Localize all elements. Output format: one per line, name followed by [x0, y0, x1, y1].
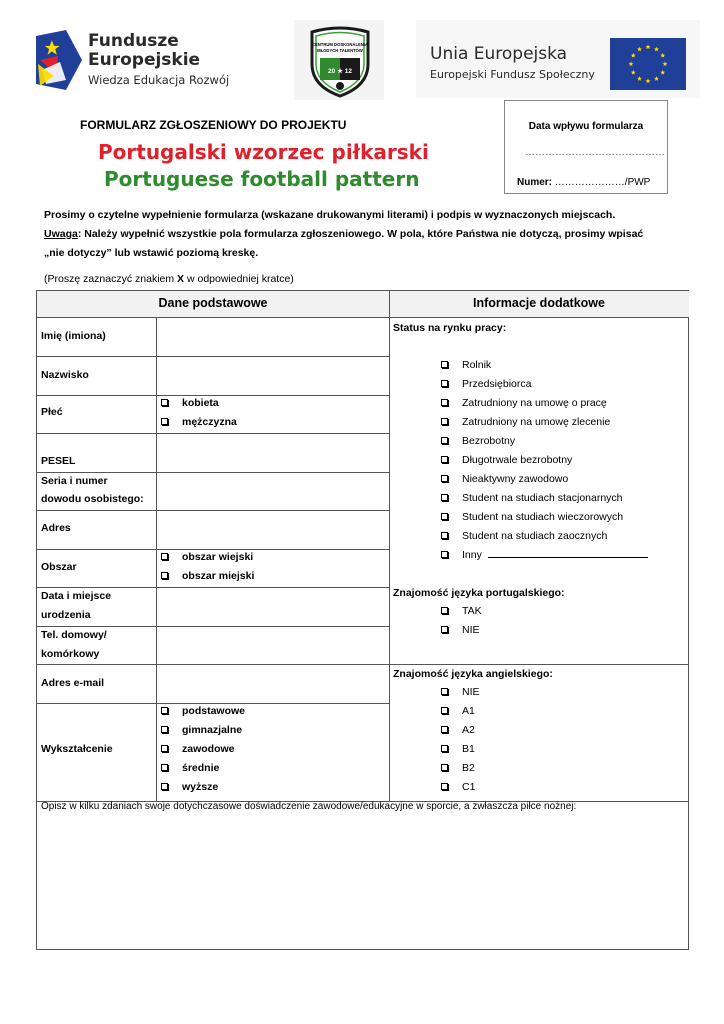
option-status-rolnik[interactable]: Rolnik [441, 356, 491, 375]
option-plec-kobieta[interactable]: kobieta [161, 394, 219, 413]
option-status-wieczorowe[interactable]: Student na studiach wieczorowych [441, 508, 623, 527]
label-seria-2: dowodu osobistego: [41, 493, 144, 505]
label-tel-2: komórkowy [41, 648, 100, 660]
checkbox-icon[interactable] [441, 726, 448, 733]
option-en-a2[interactable]: A2 [441, 721, 475, 740]
project-title-pl: Portugalski wzorzec piłkarski [98, 140, 429, 164]
checkbox-icon[interactable] [161, 399, 168, 406]
label-nazwisko: Nazwisko [41, 369, 89, 381]
checkbox-icon[interactable] [441, 532, 448, 539]
label-imie: Imię (imiona) [41, 330, 106, 342]
option-pt-tak[interactable]: TAK [441, 602, 482, 621]
instruction-note [44, 273, 294, 285]
checkbox-icon[interactable] [161, 418, 168, 425]
option-en-a1[interactable]: A1 [441, 702, 475, 721]
status-label: Status na rynku pracy: [393, 322, 507, 334]
option-wykszt-srednie[interactable]: średnie [161, 759, 219, 778]
experience-label: Opisz w kilku zdaniach swoje dotychczasowe doświadczenie zawodowe/edukacyjne w sporcie, a zwłaszcza piłce nożnej: [41, 801, 577, 812]
checkbox-icon[interactable] [441, 437, 448, 444]
option-wykszt-podstawowe[interactable]: podstawowe [161, 702, 245, 721]
checkbox-icon[interactable] [441, 626, 448, 633]
club-text-2: MŁODYCH TALENTÓW [317, 48, 363, 53]
pesel-input[interactable] [157, 434, 389, 472]
fe-title-1: Fundusze [88, 31, 179, 51]
option-status-bezrobotny[interactable]: Bezrobotny [441, 432, 515, 451]
label-obszar: Obszar [41, 561, 77, 573]
receipt-date-field[interactable]: …………………………………… [525, 147, 665, 158]
checkbox-icon[interactable] [441, 456, 448, 463]
english-label: Znajomość języka angielskiego: [393, 668, 553, 680]
note-suffix: w odpowiedniej kratce) [184, 273, 294, 285]
option-status-nieaktywny[interactable]: Nieaktywny zawodowo [441, 470, 568, 489]
label-pesel: PESEL [41, 455, 76, 467]
checkbox-icon[interactable] [441, 361, 448, 368]
option-obszar-miejski[interactable]: obszar miejski [161, 567, 254, 586]
header-additional-info: Informacje dodatkowe [473, 296, 605, 310]
option-wykszt-zawodowe[interactable]: zawodowe [161, 740, 235, 759]
grid-line [389, 291, 390, 801]
ue-subtitle: Europejski Fundusz Społeczny [430, 68, 595, 81]
fe-star-logo-icon [36, 30, 82, 90]
option-en-c1[interactable]: C1 [441, 778, 475, 797]
club-text-1: CENTRUM DOSKONALENIA [311, 42, 369, 47]
note-prefix: (Proszę zaznaczyć znakiem [44, 273, 178, 285]
registration-table [36, 290, 689, 950]
email-input[interactable] [157, 665, 389, 703]
checkbox-icon[interactable] [441, 494, 448, 501]
phone-input[interactable] [157, 627, 389, 664]
label-data-1: Data i miejsce [41, 590, 112, 602]
portuguese-label: Znajomość języka portugalskiego: [393, 587, 565, 599]
instruction-line-3: „nie dotyczy” lub wstawić poziomą kreskę. [44, 247, 259, 259]
checkbox-icon[interactable] [161, 783, 168, 790]
option-wykszt-gimnazjalne[interactable]: gimnazjalne [161, 721, 242, 740]
label-email: Adres e-mail [41, 677, 105, 689]
option-status-zaoczne[interactable]: Student na studiach zaocznych [441, 527, 607, 546]
receipt-number-value: …………………/PWP [554, 177, 651, 188]
checkbox-icon[interactable] [441, 513, 448, 520]
checkbox-icon[interactable] [441, 707, 448, 714]
header-basic-data: Dane podstawowe [158, 296, 268, 310]
address-input[interactable] [157, 511, 389, 549]
club-year: 20 ★ 12 [328, 68, 352, 75]
option-status-umowa-praca[interactable]: Zatrudniony na umowę o pracę [441, 394, 607, 413]
inny-input-line[interactable] [488, 548, 648, 558]
instruction-line-1: Prosimy o czytelne wypełnienie formularza (wskazane drukowanymi literami) i podpis w wyznaczonych miejscach. [44, 209, 616, 221]
checkbox-icon[interactable] [441, 783, 448, 790]
form-heading: FORMULARZ ZGŁOSZENIOWY DO PROJEKTU [80, 118, 347, 132]
option-pt-nie[interactable]: NIE [441, 621, 480, 640]
receipt-number[interactable] [517, 177, 650, 188]
label-data-2: urodzenia [41, 609, 91, 621]
receipt-number-label: Numer: [517, 177, 553, 188]
note-mark: X [177, 273, 185, 285]
option-status-stacjonarne[interactable]: Student na studiach stacjonarnych [441, 489, 623, 508]
option-plec-mezczyzna[interactable]: mężczyzna [161, 413, 237, 432]
id-number-input[interactable] [157, 473, 389, 510]
checkbox-icon[interactable] [161, 745, 168, 752]
checkbox-icon[interactable] [441, 764, 448, 771]
fe-subtitle: Wiedza Edukacja Rozwój [88, 73, 230, 87]
checkbox-icon[interactable] [441, 380, 448, 387]
receipt-label: Data wpływu formularza [528, 121, 644, 132]
fundusze-europejskie-logo [36, 20, 246, 100]
fe-title-2: Europejskie [88, 50, 201, 70]
option-obszar-wiejski[interactable]: obszar wiejski [161, 548, 253, 567]
checkbox-icon[interactable] [441, 607, 448, 614]
label-tel-1: Tel. domowy/ [41, 629, 107, 641]
option-status-dlugotrwale[interactable]: Długotrwale bezrobotny [441, 451, 572, 470]
birth-input[interactable] [157, 588, 389, 626]
checkbox-icon[interactable] [441, 475, 448, 482]
option-en-b2[interactable]: B2 [441, 759, 475, 778]
checkbox-icon[interactable] [161, 553, 168, 560]
instruction-line-2 [44, 225, 680, 244]
checkbox-icon[interactable] [161, 726, 168, 733]
option-wykszt-wyzsze[interactable]: wyższe [161, 778, 218, 797]
ue-title: Unia Europejska [430, 44, 568, 64]
instruction-uwaga: Uwaga [44, 228, 78, 240]
checkbox-icon[interactable] [441, 399, 448, 406]
experience-textarea[interactable] [37, 817, 689, 949]
nazwisko-input[interactable] [157, 357, 389, 395]
label-adres: Adres [41, 522, 71, 534]
fe-text [88, 32, 229, 87]
checkbox-icon[interactable] [441, 745, 448, 752]
option-status-umowa-zlecenie[interactable]: Zatrudniony na umowę zlecenie [441, 413, 610, 432]
label-seria-1: Seria i numer [41, 475, 108, 487]
option-status-inny[interactable]: Inny [441, 546, 648, 565]
checkbox-icon[interactable] [441, 418, 448, 425]
checkbox-icon[interactable] [161, 707, 168, 714]
project-title-en: Portuguese football pattern [104, 167, 420, 191]
checkbox-icon[interactable] [161, 572, 168, 579]
option-status-przedsiebiorca[interactable]: Przedsiębiorca [441, 375, 531, 394]
imie-input[interactable] [157, 318, 389, 356]
option-en-nie[interactable]: NIE [441, 683, 480, 702]
checkbox-icon[interactable] [441, 688, 448, 695]
club-crest-logo [306, 26, 374, 98]
option-en-b1[interactable]: B1 [441, 740, 475, 759]
checkbox-icon[interactable] [161, 764, 168, 771]
label-wyksztalcenie: Wykształcenie [41, 743, 113, 755]
receipt-box [504, 100, 668, 194]
eu-flag-icon [610, 38, 686, 90]
label-plec: Płeć [41, 406, 63, 418]
checkbox-icon[interactable] [441, 551, 448, 558]
instruction-line-2-rest: : Należy wypełnić wszystkie pola formularza zgłoszeniowego. W pola, które Państwa nie dotyczą, prosimy wpisać [77, 228, 644, 240]
